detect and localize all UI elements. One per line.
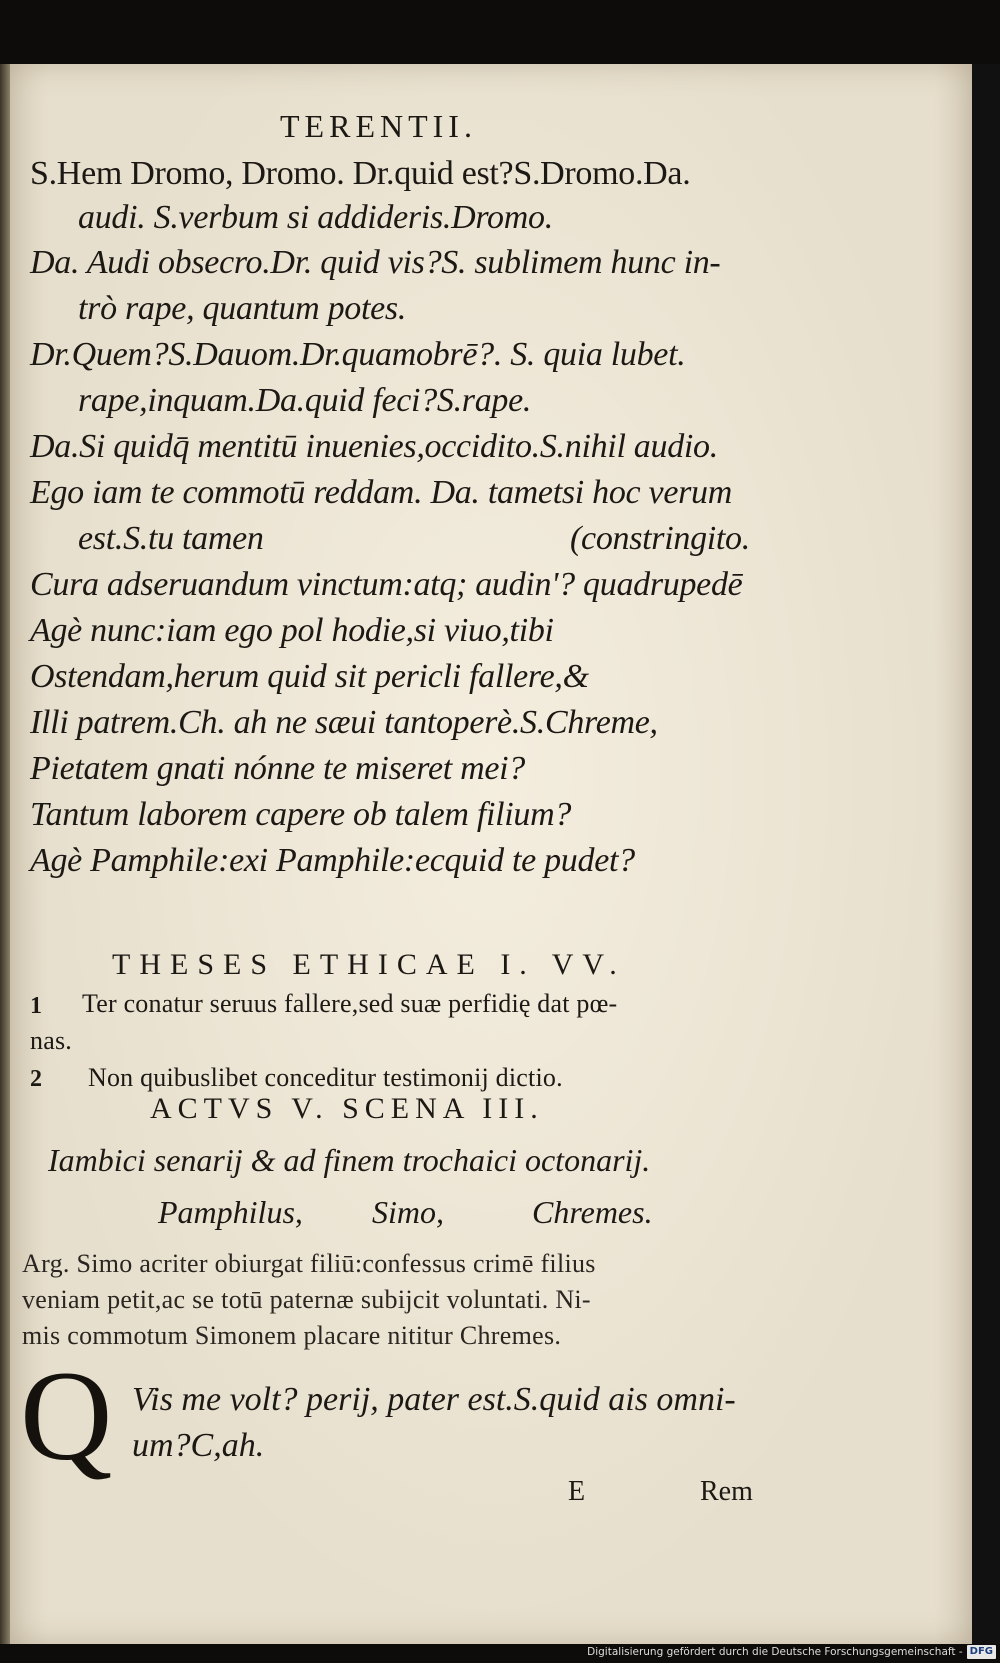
dialogue-line: est.S.tu tamen	[78, 520, 264, 557]
persona-name: Pamphilus,	[158, 1194, 303, 1230]
catchword: Rem	[700, 1476, 753, 1507]
dialogue-line: Ostendam,herum quid sit pericli fallere,&	[30, 658, 589, 695]
running-title: TERENTII.	[280, 108, 477, 144]
argument-line: veniam petit,ac se totū paternæ subijcit voluntati. Ni-	[22, 1285, 591, 1314]
argument-line: Arg. Simo acriter obiurgat filiū:confessus crimē filius	[22, 1249, 596, 1278]
dialogue-line: trò rape, quantum potes.	[78, 290, 407, 327]
dialogue-line: audi. S.verbum si addideris.Dromo.	[78, 199, 553, 236]
dialogue-line: S.Hem Dromo, Dromo. Dr.quid est?S.Dromo.Da.	[30, 155, 691, 192]
dialogue-line: Illi patrem.Ch. ah ne sæui tantoperè.S.Chreme,	[30, 704, 658, 741]
scan-margin-right	[972, 64, 1000, 1644]
dialogue-line: Tantum laborem capere ob talem filium?	[30, 796, 572, 833]
dfg-logo: DFG	[967, 1645, 996, 1659]
thesis-text: Ter conatur seruus fallere,sed suæ perfidię dat pœ-	[82, 989, 618, 1018]
thesis-number: 1	[30, 993, 42, 1019]
dialogue-line: rape,inquam.Da.quid feci?S.rape.	[78, 382, 532, 419]
drop-capital: Q	[20, 1345, 113, 1487]
dialogue-line: Ego iam te commotū reddam. Da. tametsi hoc verum	[30, 474, 732, 511]
thesis-text: nas.	[30, 1026, 72, 1055]
dialogue-line: (constringito.	[570, 520, 750, 557]
dialogue-line: Da. Audi obsecro.Dr. quid vis?S. sublimem hunc in-	[30, 244, 721, 281]
dialogue-line: Da.Si quidq̄ mentitū inuenies,occidito.S.nihil audio.	[30, 428, 718, 465]
meter-note: Iambici senarij & ad finem trochaici octonarij.	[48, 1142, 651, 1178]
dialogue-line: Agè Pamphile:exi Pamphile:ecquid te pudet?	[30, 842, 635, 879]
act-scene-title: ACTVS V. SCENA III.	[150, 1092, 544, 1125]
thesis-text: Non quibuslibet conceditur testimonij dictio.	[88, 1063, 563, 1092]
footer-text: Digitalisierung gefördert durch die Deutsche Forschungsgemeinschaft -	[587, 1646, 963, 1658]
thesis-number: 2	[30, 1066, 42, 1092]
dialogue-line: Cura adseruandum vinctum:atq; audin'? quadrupedē	[30, 566, 743, 603]
dialogue-line: Dr.Quem?S.Dauom.Dr.quamobrē?. S. quia lubet.	[30, 336, 686, 373]
argument-line: mis commotum Simonem placare nititur Chremes.	[22, 1321, 562, 1350]
dialogue-line: Agè nunc:iam ego pol hodie,si viuo,tibi	[30, 612, 554, 649]
opening-line: um?C,ah.	[132, 1427, 265, 1464]
persona-name: Chremes.	[532, 1194, 653, 1230]
digitization-footer	[587, 1643, 996, 1661]
persona-name: Simo,	[372, 1194, 444, 1230]
opening-line: Vis me volt? perij, pater est.S.quid ais omni-	[132, 1381, 736, 1418]
signature-mark: E	[568, 1476, 586, 1507]
theses-title: THESES ETHICAE I. VV.	[112, 948, 626, 981]
dialogue-line: Pietatem gnati nónne te miseret mei?	[30, 750, 525, 787]
page-left-edge	[0, 64, 10, 1644]
